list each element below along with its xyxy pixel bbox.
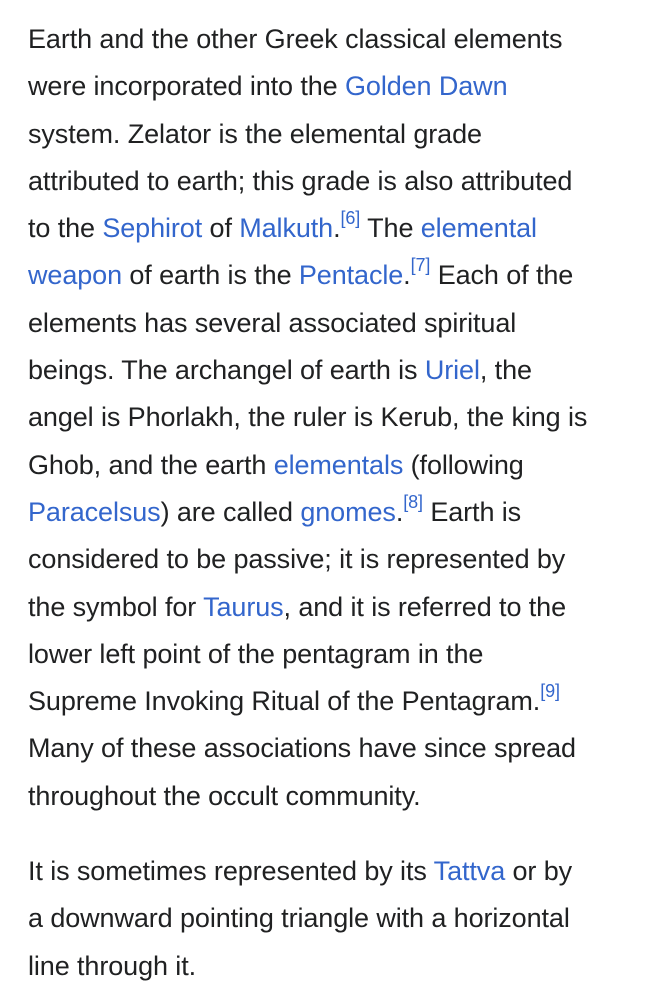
text-line: [28, 111, 630, 158]
link-elemental-weapon-part2[interactable]: weapon: [28, 260, 122, 291]
text-run: lower left point of the pentagram in the: [28, 638, 484, 669]
citation-link-6[interactable]: [6]: [340, 208, 361, 229]
citation-link-9[interactable]: [9]: [540, 681, 560, 702]
link-golden-dawn[interactable]: Golden Dawn: [345, 71, 508, 102]
text-line: [28, 252, 630, 299]
text-run: Supreme Invoking Ritual of the Pentagram.: [28, 686, 541, 717]
link-uriel[interactable]: Uriel: [424, 355, 480, 386]
paragraph-spacer: [28, 820, 630, 848]
text-line: [28, 300, 630, 347]
text-run: It is sometimes represented by its: [28, 856, 434, 887]
text-run: of: [202, 213, 240, 244]
text-run: (following: [403, 449, 524, 480]
paragraph-golden-dawn: [28, 16, 630, 820]
text-line: [28, 158, 630, 205]
citation-6: [341, 208, 361, 228]
text-run: .: [403, 260, 411, 291]
text-line: [28, 489, 630, 536]
text-line: [28, 631, 630, 678]
text-line: [28, 205, 630, 252]
text-line: [28, 848, 630, 895]
text-line: [28, 347, 630, 394]
text-run: .: [333, 213, 341, 244]
text-line: [28, 16, 630, 63]
text-line: [28, 895, 630, 942]
text-line: [28, 536, 630, 583]
link-pentacle[interactable]: Pentacle: [298, 260, 404, 291]
link-elemental-weapon-part1[interactable]: elemental: [420, 213, 537, 244]
text-run: Ghob, and the earth: [28, 449, 274, 480]
text-run: Earth is: [422, 496, 522, 527]
citation-link-8[interactable]: [8]: [403, 491, 423, 512]
text-run: elements has several associated spiritual: [28, 307, 517, 338]
text-run: to the: [28, 213, 103, 244]
link-paracelsus[interactable]: Paracelsus: [28, 496, 161, 527]
text-line: [28, 394, 630, 441]
text-run: or by: [505, 856, 573, 887]
text-run: Many of these associations have since spread: [28, 733, 576, 764]
text-line: [28, 442, 630, 489]
text-run: attributed to earth; this grade is also attributed: [28, 165, 573, 196]
text-run: throughout the occult community.: [28, 780, 421, 811]
link-sephirot[interactable]: Sephirot: [102, 213, 203, 244]
text-run: Each of the: [430, 260, 574, 291]
citation-7: [411, 255, 431, 275]
citation-link-7[interactable]: [7]: [410, 255, 431, 276]
text-run: a downward pointing triangle with a horizontal: [28, 903, 570, 934]
text-run: .: [395, 496, 404, 527]
text-run: line through it.: [28, 950, 197, 981]
text-run: the symbol for: [28, 591, 204, 622]
text-run: of earth is the: [121, 260, 299, 291]
citation-9: [540, 681, 560, 701]
text-run: angel is Phorlakh, the ruler is Kerub, the king is: [28, 402, 588, 433]
text-run: Earth and the other Greek classical elements: [28, 24, 563, 54]
text-run: beings. The archangel of earth is: [28, 355, 425, 386]
paragraph-tattva: [28, 848, 630, 990]
citation-8: [403, 492, 423, 512]
text-run: system. Zelator is the elemental grade: [28, 118, 482, 149]
text-run: The: [360, 213, 421, 244]
text-run: , the: [479, 355, 532, 386]
text-run: considered to be passive; it is represented by: [28, 544, 566, 575]
link-taurus[interactable]: Taurus: [203, 591, 284, 622]
link-tattva[interactable]: Tattva: [433, 856, 506, 887]
text-line: [28, 725, 630, 772]
link-gnomes[interactable]: gnomes: [300, 496, 396, 527]
text-line: [28, 943, 630, 990]
text-run: ) are called: [160, 496, 301, 527]
link-elementals[interactable]: elementals: [273, 449, 404, 480]
link-malkuth[interactable]: Malkuth: [239, 213, 334, 244]
text-run: were incorporated into the: [28, 71, 345, 102]
text-line: [28, 584, 630, 631]
text-line: [28, 773, 630, 820]
text-run: , and it is referred to the: [283, 591, 566, 622]
text-line: [28, 678, 630, 725]
text-line: [28, 63, 630, 110]
